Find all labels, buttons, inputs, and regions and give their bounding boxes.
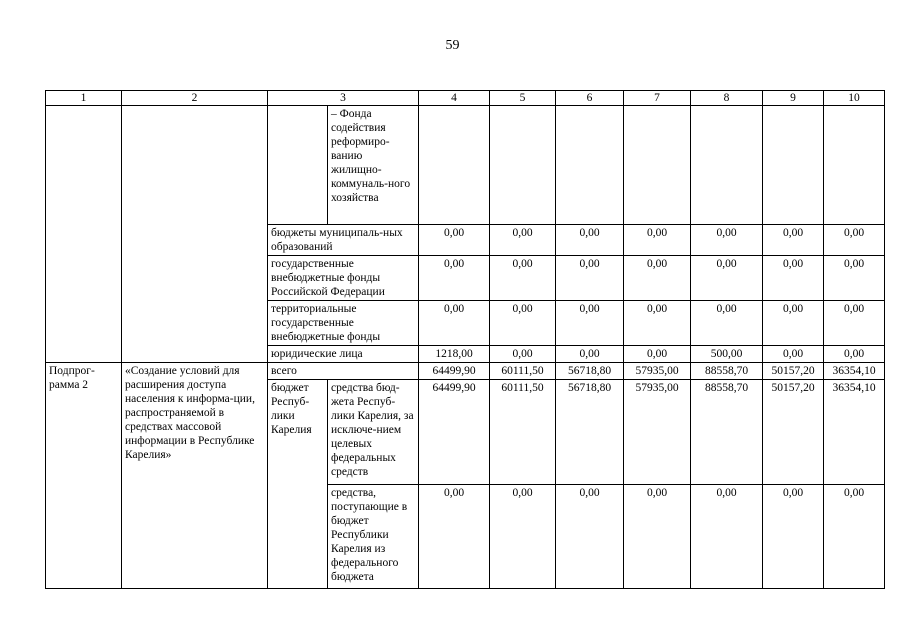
value-cell: 0,00 <box>419 301 490 346</box>
value-cell: 0,00 <box>691 485 763 589</box>
table-row <box>46 106 885 225</box>
source-label: – Фонда содействия реформиро-ванию жилищно-коммуналь-ного хозяйства <box>328 106 419 225</box>
value-cell <box>556 106 624 225</box>
value-cell: 0,00 <box>691 256 763 301</box>
value-cell: 0,00 <box>556 256 624 301</box>
value-cell: 0,00 <box>624 256 691 301</box>
value-cell: 0,00 <box>490 301 556 346</box>
column-header: 2 <box>122 91 268 106</box>
value-cell: 36354,10 <box>824 380 885 485</box>
column-header: 1 <box>46 91 122 106</box>
value-cell: 0,00 <box>763 301 824 346</box>
subprogram-label: Подпрог-рамма 2 <box>46 363 122 589</box>
source-label: территориальные государственные внебюджетные фонды <box>268 301 419 346</box>
value-cell: 0,00 <box>490 225 556 256</box>
value-cell: 0,00 <box>824 301 885 346</box>
value-cell: 500,00 <box>691 346 763 363</box>
value-cell <box>419 106 490 225</box>
value-cell: 0,00 <box>556 301 624 346</box>
budget-table <box>45 90 885 589</box>
value-cell: 0,00 <box>419 256 490 301</box>
value-cell: 57935,00 <box>624 363 691 380</box>
source-group-label: бюджет Респуб-лики Карелия <box>268 380 328 589</box>
value-cell: 0,00 <box>763 256 824 301</box>
value-cell: 0,00 <box>691 225 763 256</box>
value-cell <box>624 106 691 225</box>
table-cell <box>268 106 328 225</box>
value-cell: 0,00 <box>419 225 490 256</box>
value-cell: 60111,50 <box>490 380 556 485</box>
source-label: бюджеты муниципаль-ных образований <box>268 225 419 256</box>
value-cell: 0,00 <box>763 346 824 363</box>
value-cell: 0,00 <box>624 346 691 363</box>
value-cell: 64499,90 <box>419 380 490 485</box>
value-cell: 0,00 <box>490 346 556 363</box>
value-cell: 0,00 <box>419 485 490 589</box>
value-cell: 0,00 <box>556 485 624 589</box>
source-label: средства, поступающие в бюджет Республики Карелия из федерального бюджета <box>328 485 419 589</box>
value-cell: 88558,70 <box>691 363 763 380</box>
value-cell: 57935,00 <box>624 380 691 485</box>
table-row <box>46 363 885 380</box>
value-cell: 0,00 <box>691 301 763 346</box>
value-cell: 0,00 <box>763 485 824 589</box>
value-cell: 0,00 <box>763 225 824 256</box>
value-cell: 0,00 <box>490 256 556 301</box>
value-cell: 64499,90 <box>419 363 490 380</box>
value-cell: 50157,20 <box>763 380 824 485</box>
value-cell <box>824 106 885 225</box>
value-cell: 36354,10 <box>824 363 885 380</box>
value-cell: 50157,20 <box>763 363 824 380</box>
value-cell: 0,00 <box>824 346 885 363</box>
value-cell: 56718,80 <box>556 363 624 380</box>
source-label: государственные внебюджетные фонды Российской Федерации <box>268 256 419 301</box>
column-header: 9 <box>763 91 824 106</box>
value-cell: 0,00 <box>490 485 556 589</box>
value-cell <box>763 106 824 225</box>
column-header: 4 <box>419 91 490 106</box>
value-cell: 0,00 <box>624 301 691 346</box>
value-cell: 0,00 <box>824 256 885 301</box>
column-header: 5 <box>490 91 556 106</box>
column-header: 3 <box>268 91 419 106</box>
column-header: 8 <box>691 91 763 106</box>
value-cell: 60111,50 <box>490 363 556 380</box>
value-cell <box>691 106 763 225</box>
value-cell <box>490 106 556 225</box>
table-cell <box>122 106 268 363</box>
table-cell <box>46 106 122 363</box>
value-cell: 0,00 <box>556 346 624 363</box>
value-cell: 0,00 <box>556 225 624 256</box>
value-cell: 1218,00 <box>419 346 490 363</box>
header-row <box>46 91 885 106</box>
value-cell: 88558,70 <box>691 380 763 485</box>
page-number: 59 <box>445 38 460 53</box>
source-label: всего <box>268 363 419 380</box>
value-cell: 0,00 <box>824 485 885 589</box>
column-header: 6 <box>556 91 624 106</box>
column-header: 7 <box>624 91 691 106</box>
source-label: средства бюд-жета Респуб-лики Карелия, за исключе-нием целевых федеральных средств <box>328 380 419 485</box>
value-cell: 0,00 <box>624 225 691 256</box>
source-label: юридические лица <box>268 346 419 363</box>
value-cell: 0,00 <box>624 485 691 589</box>
column-header: 10 <box>824 91 885 106</box>
value-cell: 56718,80 <box>556 380 624 485</box>
value-cell: 0,00 <box>824 225 885 256</box>
subprogram-title: «Создание условий для расширения доступа населения к информа-ции, распространяемой в средствах массовой информации в Республике Карелия» <box>122 363 268 589</box>
